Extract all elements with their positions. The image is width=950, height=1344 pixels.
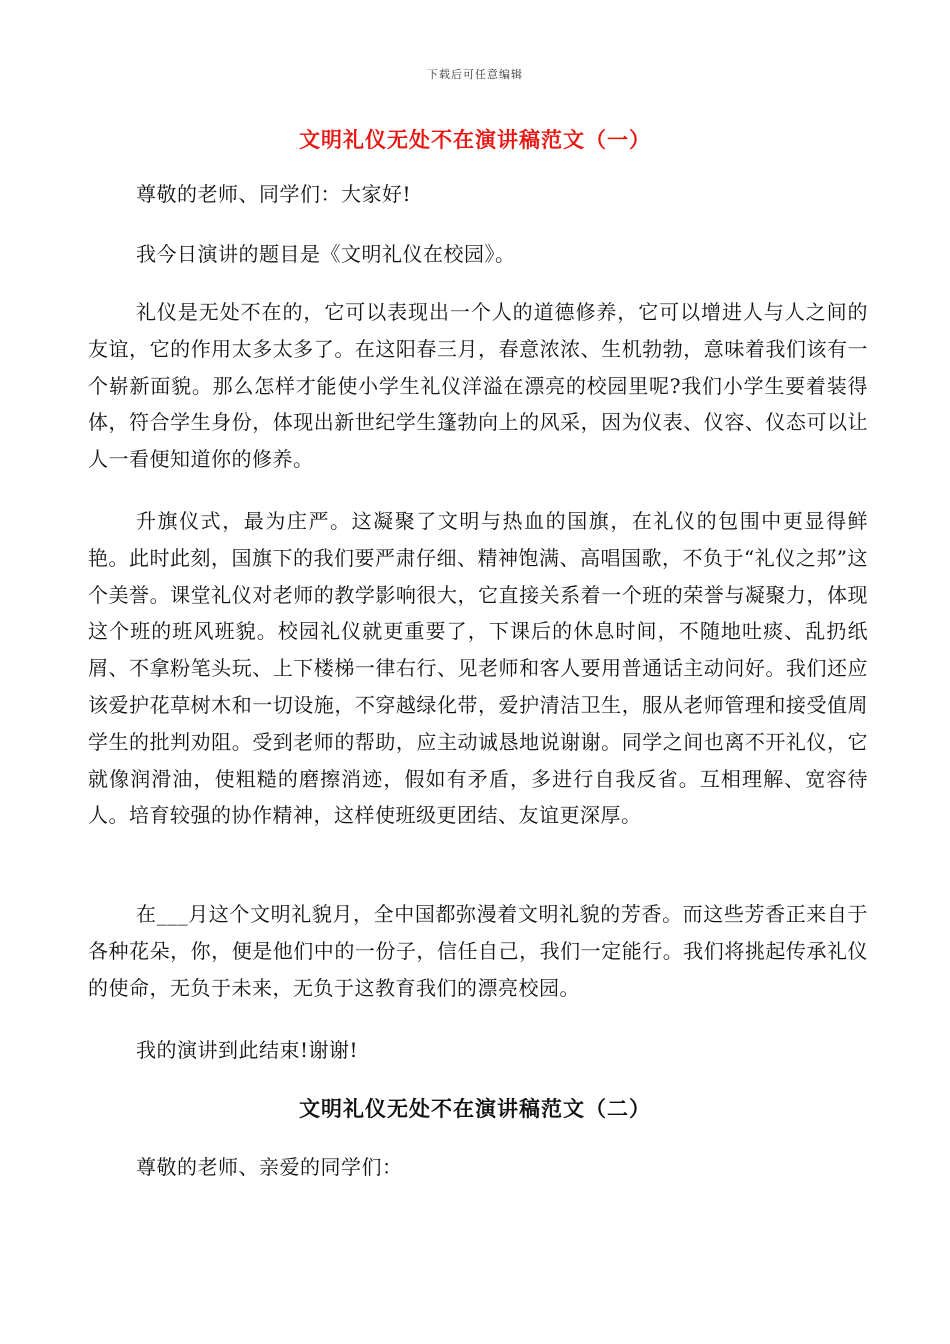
closing-paragraph: 我的演讲到此结束!谢谢! <box>136 1038 359 1062</box>
section-2-title: 文明礼仪无处不在演讲稿范文（二） <box>299 1096 651 1121</box>
section-1-title: 文明礼仪无处不在演讲稿范文（一） <box>299 127 651 152</box>
body-paragraph-2: 升旗仪式，最为庄严。这凝聚了文明与热血的国旗，在礼仪的包围中更显得鲜艳。此时此刻，国旗下的我们要严肃仔细、精神饱满、高唱国歌，不负于“礼仪之邦”这个美誉。课堂礼仪对老师的教学影响很大，它直接关系着一个班的荣誉与凝聚力，体现这个班的班风班貌。校园礼仪就更重要了，下课后的休息时间，不随地吐痰、乱扔纸屑、不拿粉笔头玩、上下楼梯一律右行、见老师和客人要用普通话主动问好。我们还应该爱护花草树木和一切设施，不穿越绿化带，爱护清洁卫生，服从老师管理和接受值周学生的批判劝阻。受到老师的帮助，应主动诚恳地说谢谢。同学之间也离不开礼仪，它就像润滑油，使粗糙的磨擦消迹，假如有矛盾，多进行自我反省。互相理解、宽容待人。培育较强的协作精神，这样使班级更团结、友谊更深厚。 <box>88 509 868 828</box>
section-2-greeting: 尊敬的老师、亲爱的同学们： <box>136 1155 403 1179</box>
body-paragraph-1: 礼仪是无处不在的，它可以表现出一个人的道德修养，它可以增进人与人之间的友谊，它的作用太多太多了。在这阳春三月，春意浓浓、生机勃勃，意味着我们该有一个崭新面貌。那么怎样才能使小学生礼仪洋溢在漂亮的校园里呢?我们小学生要着装得体，符合学生身份，体现出新世纪学生篷勃向上的风采，因为仪表、仪容、仪态可以让人一看便知道你的修养。 <box>88 300 868 472</box>
topic-paragraph: 我今日演讲的题目是《文明礼仪在校园》。 <box>136 242 516 266</box>
body-paragraph-3: 在___月这个文明礼貌月，全中国都弥漫着文明礼貌的芳香。而这些芳香正来自于各种花朵，你，便是他们中的一份子，信任自己，我们一定能行。我们将挑起传承礼仪的使命，无负于未来，无负于这教育我们的漂亮校园。 <box>88 902 868 1000</box>
greeting-paragraph: 尊敬的老师、同学们：大家好! <box>136 182 412 206</box>
header-note: 下载后可任意编辑 <box>427 68 523 81</box>
